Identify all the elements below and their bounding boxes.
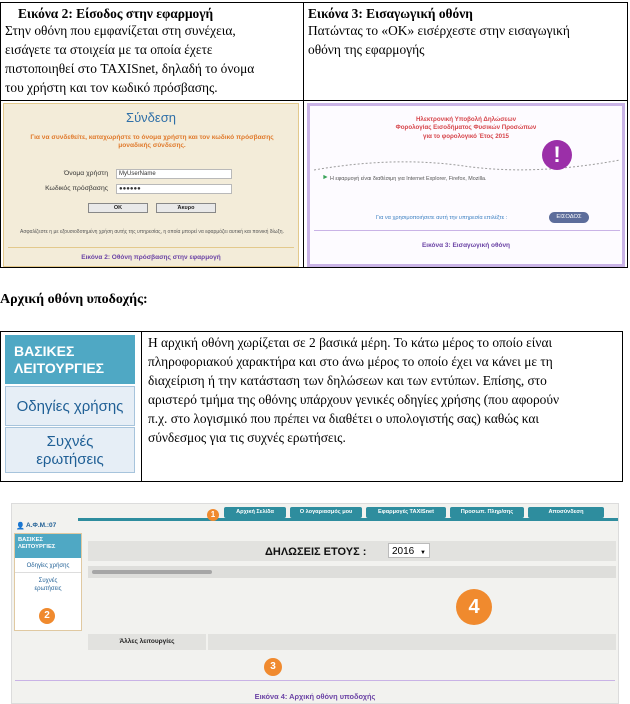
menu-label: ερωτήσεις [34,586,62,592]
marker-2: 2 [39,608,55,624]
text-line: διαχείριση ή την κατάσταση των δηλώσεων και των εντύπων. Επίσης, στο [148,373,547,388]
year-select[interactable] [388,543,430,558]
text-line: του χρήστη και τον κωδικό πρόσβασης. [5,80,218,95]
text-line: Η αρχική οθόνη χωρίζεται σε 2 βασικά μέρη. Το κάτω μέρος το οποίο είναι [148,335,553,350]
header-line: για το φορολογικό Έτος 2015 [423,132,509,140]
text-line: πληροφοριακού χαρακτήρα και στο άνω μέρος το οποίο έχει να κάνει με τη [148,354,553,369]
menu-label: Συχνές [38,578,58,584]
username-field[interactable]: MyUserName [116,169,232,179]
text-line: σύνδεσμος για τις συχνές ερωτήσεις. [148,430,346,445]
chevron-down-icon: ▼ [420,550,426,556]
side-faq[interactable] [15,574,81,599]
figure2-title: Εικόνα 2: Είσοδος στην εφαρμογή [18,6,214,21]
side-user-guide[interactable]: Οδηγίες χρήσης [15,560,81,573]
year-value: 2016 [392,546,415,557]
figure2-text [5,21,301,97]
side-basic-functions[interactable] [15,534,81,558]
divider [15,680,615,681]
table-divider [141,332,142,481]
menu-user-guide[interactable]: Οδηγίες χρήσης [5,386,135,426]
text-line: Στην οθόνη που εμφανίζεται στη συνέχεια, [5,23,236,38]
table-divider [303,3,304,267]
login-title: Σύνδεση [126,110,176,125]
menu-sample [5,335,135,473]
menu-label: ΒΑΣΙΚΕΣ [14,343,75,359]
menu-faq[interactable] [5,427,135,473]
login-instructions: Για να συνδεθείτε, καταχωρήστε το όνομα χρήστη και τον κωδικό πρόσβασης μοναδικής σύνδεσης. [30,134,274,149]
text-line: π.χ. στο λογισμικό που πρέπει να διαθέτει ο υπολογιστής σας) καθώς και [148,411,539,426]
divider [8,247,294,248]
blurred-text [92,570,212,574]
marker-3: 3 [264,658,282,676]
text-line: εισάγετε τα στοιχεία με τα οποία έχετε [5,42,213,57]
nav-taxisnet-apps[interactable]: Εφαρμογές TAXISnet [366,507,446,518]
nav-strip [78,518,618,521]
cancel-button[interactable]: Άκυρο [156,203,216,213]
login-screenshot [3,103,299,267]
other-functions-label: Άλλες λειτουργίες [88,634,208,650]
intro-caption: Εικόνα 3: Εισαγωγική οθόνη [421,242,511,249]
home-description [148,333,618,447]
ok-button[interactable]: OK [88,203,148,213]
table-divider [1,100,627,101]
declarations-label: ΔΗΛΩΣΕΙΣ ΕΤΟΥΣ : [265,546,367,558]
menu-basic-functions[interactable] [5,335,135,384]
marker-4: 4 [456,589,492,625]
nav-logout[interactable]: Αποσύνδεση [528,507,604,518]
wave-decoration [314,150,620,176]
text-line: πιστοποιηθεί στο TAXISnet, δηλαδή το όνομα [5,61,255,76]
header-line: Ηλεκτρονική Υποβολή Δηλώσεων [415,116,517,123]
home-caption: Εικόνα 4: Αρχική οθόνη υποδοχής [254,692,376,701]
login-note: Ασφαλίζεστε η με εξουσιοδοτημένη χρήση αυτής της υπηρεσίας, η οποία μπορεί να εφαρμόζει αυτική και ποινική δίωξη. [20,229,284,235]
header-line: Φορολογίας Εισοδήματος Φυσικών Προσώπων [395,124,537,132]
intro-info: Η εφαρμογή είναι διαθέσιμη για Internet Explorer, Firefox, Mozilla. [330,176,487,182]
side-menu [14,533,82,631]
menu-label: ερωτήσεις [36,451,104,468]
figures-table [0,2,628,268]
figure3-title: Εικόνα 3: Εισαγωγική οθόνη [308,6,473,21]
home-screenshot [11,503,619,704]
intro-header [310,116,622,141]
nav-home[interactable]: Αρχική Σελίδα [224,507,286,518]
menu-label: ΛΕΙΤΟΥΡΓΙΕΣ [18,544,56,550]
text-line: οθόνη της εφαρμογής [308,42,425,57]
menu-label: Συχνές [46,433,94,450]
intro-screenshot [307,103,625,267]
password-field[interactable]: ●●●●●● [116,184,232,194]
section-heading: Αρχική οθόνη υποδοχής: [0,292,148,307]
text-line: αριστερό τμήμα της οθόνης υπάρχουν γενικές οδηγίες χρήσης (που αφορούν [148,392,560,407]
enter-button[interactable]: ΕΙΣΟΔΟΣ [549,212,589,223]
nav-personal-info[interactable]: Προσωπ. Πληρ/σης [450,507,524,518]
menu-label: ΒΑΣΙΚΕΣ [18,537,43,543]
user-icon: 👤 [16,523,25,530]
text-line: Πατώντας το «ΟΚ» εισέρχεστε στην εισαγωγική [308,23,570,38]
marker-1: 1 [207,509,219,521]
exclamation-icon: ! [542,140,572,170]
divider [314,230,620,231]
menu-label: ΛΕΙΤΟΥΡΓΙΕΣ [14,360,105,376]
nav-my-account[interactable]: Ο λογαριασμός μου [290,507,362,518]
figure3-text [308,21,624,59]
afm-label: Α.Φ.Μ.:07 [26,522,57,529]
intro-prompt: Για να χρησιμοποιήσετε αυτή την υπηρεσία επιλέξτε : [376,215,508,221]
login-caption: Εικόνα 2: Οθόνη πρόσβασης στην εφαρμογή [81,254,221,261]
arrow-icon: ► [322,174,329,181]
password-label: Κωδικός πρόσβασης [45,185,108,192]
username-label: Όνομα χρήστη [63,170,108,177]
